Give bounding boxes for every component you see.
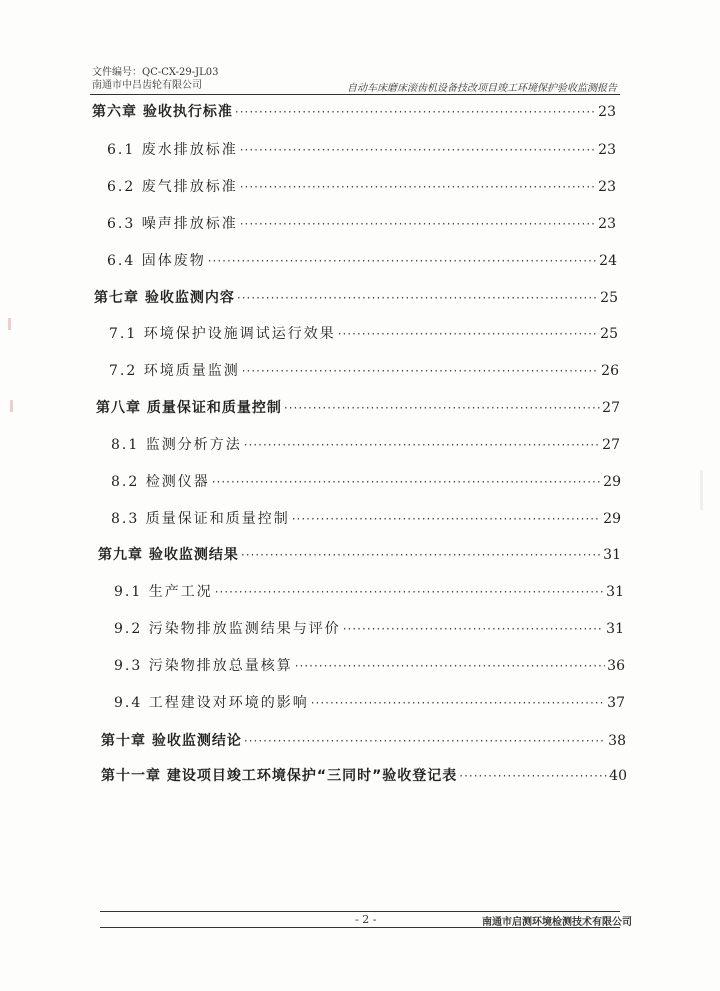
toc-leader [208, 254, 597, 268]
toc-page: 24 [599, 253, 617, 269]
report-title: 自动车床磨床滚齿机设备技改项目竣工环境保护验收监测报告 [347, 83, 617, 94]
toc-label: 第十章 验收监测结论 [101, 733, 242, 749]
toc-label: 9.3 污染物排放总量核算 [114, 658, 293, 674]
toc-page: 27 [602, 400, 620, 416]
toc-label: 6.3 噪声排放标准 [107, 216, 238, 232]
toc-entry-8-3[interactable] [111, 508, 621, 528]
toc-leader [338, 327, 598, 341]
toc-leader [343, 622, 604, 636]
toc-label: 6.1 废水排放标准 [107, 142, 238, 158]
toc-label: 7.2 环境质量监测 [109, 363, 240, 379]
toc-leader [292, 512, 601, 526]
toc-entry-8-1[interactable] [111, 434, 620, 454]
toc-page: 26 [601, 363, 619, 379]
footer-divider [100, 911, 620, 912]
toc-leader [212, 475, 601, 489]
toc-label: 第八章 质量保证和质量控制 [96, 400, 282, 416]
toc-label: 9.2 污染物排放监测结果与评价 [114, 621, 341, 637]
toc-page: 29 [603, 474, 621, 490]
toc-page: 25 [600, 326, 618, 342]
toc-label: 8.2 检测仪器 [111, 474, 210, 490]
toc-entry-9-3[interactable] [114, 655, 625, 675]
scan-mark [700, 470, 703, 510]
header-company: 南通市中吕齿轮有限公司 [92, 80, 202, 91]
toc-entry-9-4[interactable] [114, 692, 625, 712]
toc-entry-6-2[interactable] [107, 176, 616, 196]
toc-label: 9.1 生产工况 [114, 584, 213, 600]
toc-page: 25 [600, 290, 618, 306]
toc-entry-9-1[interactable] [114, 581, 624, 601]
toc-leader [244, 734, 606, 748]
scan-mark [10, 400, 13, 412]
toc-page: 23 [598, 142, 616, 158]
toc-label: 7.1 环境保护设施调试运行效果 [109, 326, 336, 342]
page-number: - 2 - [355, 913, 377, 926]
toc-page: 40 [609, 768, 627, 784]
toc-entry-9-2[interactable] [114, 618, 624, 638]
toc-leader [459, 769, 607, 783]
toc-leader [284, 401, 600, 415]
toc-page: 31 [606, 621, 624, 637]
toc-entry-ch10[interactable] [101, 730, 626, 750]
toc-label: 8.1 监测分析方法 [111, 437, 242, 453]
header-divider [90, 94, 620, 95]
toc-leader [242, 364, 599, 378]
toc-leader [240, 143, 596, 157]
toc-label: 8.3 质量保证和质量控制 [111, 511, 290, 527]
toc-label: 第七章 验收监测内容 [94, 290, 235, 306]
toc-leader [295, 659, 605, 673]
toc-page: 37 [607, 695, 625, 711]
toc-label: 6.2 废气排放标准 [107, 179, 238, 195]
toc-entry-ch6[interactable] [92, 101, 616, 121]
toc-entry-ch7[interactable] [94, 287, 618, 307]
toc-page: 36 [607, 658, 625, 674]
header-left [92, 66, 219, 92]
toc-page: 23 [598, 104, 616, 120]
toc-page: 29 [603, 511, 621, 527]
toc-entry-7-2[interactable] [109, 360, 619, 380]
toc-entry-8-2[interactable] [111, 471, 621, 491]
toc-label: 第九章 验收监测结果 [98, 547, 239, 563]
toc-entry-ch11[interactable] [101, 765, 627, 785]
toc-entry-6-4[interactable] [107, 250, 617, 270]
doc-number: 文件编号：QC-CX-29-JL03 [92, 67, 219, 78]
toc-leader [240, 180, 596, 194]
toc-page: 31 [606, 584, 624, 600]
toc-leader [244, 438, 600, 452]
scan-mark [8, 318, 11, 330]
toc-leader [215, 585, 604, 599]
toc-leader [241, 548, 601, 562]
toc-label: 第十一章 建设项目竣工环境保护“三同时”验收登记表 [101, 768, 458, 784]
toc-page: 27 [602, 437, 620, 453]
toc-label: 6.4 固体废物 [107, 253, 206, 269]
toc-entry-ch9[interactable] [98, 544, 621, 564]
toc-entry-ch8[interactable] [96, 397, 620, 417]
toc-leader [240, 217, 596, 231]
toc-page: 23 [598, 179, 616, 195]
toc-label: 第六章 验收执行标准 [92, 104, 233, 120]
toc-page: 31 [603, 547, 621, 563]
toc-leader [235, 105, 596, 119]
toc-page: 23 [598, 216, 616, 232]
toc-entry-6-1[interactable] [107, 139, 616, 159]
toc-entry-6-3[interactable] [107, 213, 616, 233]
footer-company: 南通市启测环境检测技术有限公司 [482, 917, 632, 928]
toc-leader [311, 696, 605, 710]
toc-label: 9.4 工程建设对环境的影响 [114, 695, 309, 711]
toc-entry-7-1[interactable] [109, 323, 618, 343]
toc-page: 38 [608, 733, 626, 749]
toc-leader [237, 291, 598, 305]
